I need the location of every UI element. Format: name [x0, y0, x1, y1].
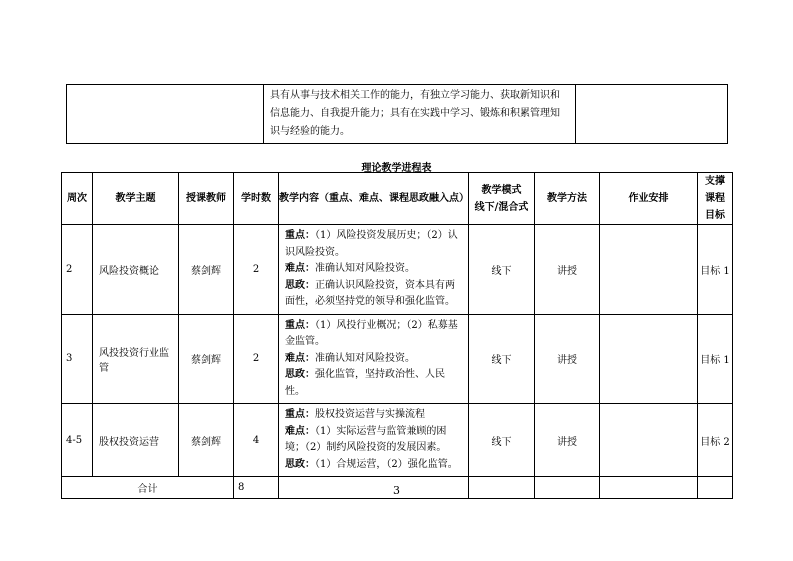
- table-row: [62, 404, 733, 477]
- key-text: （1）风险投资发展历史；（2）认识风险投资。: [285, 230, 458, 258]
- key-text: （1）风投行业概况；（2）私募基金监管。: [285, 319, 458, 347]
- total-hours: 8: [234, 477, 279, 499]
- table-row: [62, 225, 733, 315]
- ideology-text: （1）合规运营，（2）强化监管。: [315, 458, 458, 470]
- row-method: 讲授: [535, 225, 600, 315]
- row-topic: 风投投资行业监管: [93, 314, 179, 404]
- difficulty-text: （1）实际运营与监管兼顾的困境；（2）制约风险投资的发展因素。: [285, 425, 447, 453]
- row-teacher: 蔡剑辉: [179, 225, 234, 315]
- row-teacher: 蔡剑辉: [179, 404, 234, 477]
- row-content: [279, 404, 469, 477]
- row-homework: [600, 225, 698, 315]
- key-label: 重点：: [285, 230, 315, 241]
- difficulty-label: 难点：: [285, 263, 315, 274]
- top-table: [66, 84, 728, 144]
- row-content: [279, 225, 469, 315]
- row-homework: [600, 314, 698, 404]
- ideology-text: 强化监管，坚持政治性、人民性。: [285, 369, 445, 397]
- row-goal: 目标 2: [698, 404, 733, 477]
- row-goal: 目标 1: [698, 314, 733, 404]
- key-label: 重点：: [285, 319, 315, 331]
- row-topic: 股权投资运营: [93, 404, 179, 477]
- row-mode: 线下: [469, 314, 535, 404]
- header-homework: 作业安排: [600, 173, 698, 225]
- row-mode: 线下: [469, 225, 535, 315]
- header-row: [62, 173, 733, 225]
- row-week: 3: [62, 314, 93, 404]
- row-goal: 目标 1: [698, 225, 733, 315]
- difficulty-text: 准确认知对风险投资。: [315, 263, 415, 274]
- header-hours: 学时数: [234, 173, 279, 225]
- top-empty-cell-left: [67, 85, 264, 144]
- header-teacher: 授课教师: [179, 173, 234, 225]
- header-goal-line3: 目标: [705, 210, 725, 221]
- row-method: 讲授: [535, 314, 600, 404]
- header-goal-line2: 课程: [705, 193, 725, 204]
- row-homework: [600, 404, 698, 477]
- header-mode-line2: 线下/混合式: [474, 201, 529, 213]
- header-topic: 教学主题: [93, 173, 179, 225]
- row-mode: 线下: [469, 404, 535, 477]
- header-mode-line1: 教学模式: [481, 184, 522, 196]
- row-topic: 风险投资概论: [93, 225, 179, 315]
- header-goal-line1: 支撑: [705, 176, 725, 187]
- row-teacher: 蔡剑辉: [179, 314, 234, 404]
- top-empty-cell-right: [576, 85, 728, 144]
- row-hours: 4: [234, 404, 279, 477]
- row-week: 4-5: [62, 404, 93, 477]
- header-method: 教学方法: [535, 173, 600, 225]
- difficulty-text: 准确认知对风险投资。: [315, 352, 415, 364]
- schedule-title: 理论教学进程表: [361, 163, 432, 174]
- difficulty-label: 难点：: [285, 352, 315, 364]
- row-week: 2: [62, 225, 93, 315]
- difficulty-label: 难点：: [285, 425, 315, 437]
- key-text: 股权投资运营与实操流程: [315, 409, 425, 420]
- header-content: 教学内容（重点、难点、课程思政融入点）: [279, 173, 469, 225]
- key-label: 重点：: [285, 409, 315, 420]
- schedule-table: [61, 172, 733, 499]
- row-hours: 2: [234, 225, 279, 315]
- header-mode: [469, 173, 535, 225]
- ideology-label: 思政：: [285, 279, 315, 291]
- ability-requirement-text: 具有从事与技术相关工作的能力，有独立学习能力、获取新知识和信息能力、自我提升能力；具有在实践中学习、锻炼和积累管理知识与经验的能力。: [264, 85, 576, 144]
- ideology-text: 正确认识风险投资，资本具有两面性，必须坚持党的领导和强化监管。: [285, 279, 455, 307]
- row-method: 讲授: [535, 404, 600, 477]
- header-goal: [698, 173, 733, 225]
- page-number: 3: [393, 484, 400, 497]
- header-week: 周次: [62, 173, 93, 225]
- row-hours: 2: [234, 314, 279, 404]
- ideology-label: 思政：: [285, 369, 315, 380]
- table-row: [62, 314, 733, 404]
- ideology-label: 思政：: [285, 458, 315, 470]
- row-content: [279, 314, 469, 404]
- total-label: 合计: [62, 477, 234, 499]
